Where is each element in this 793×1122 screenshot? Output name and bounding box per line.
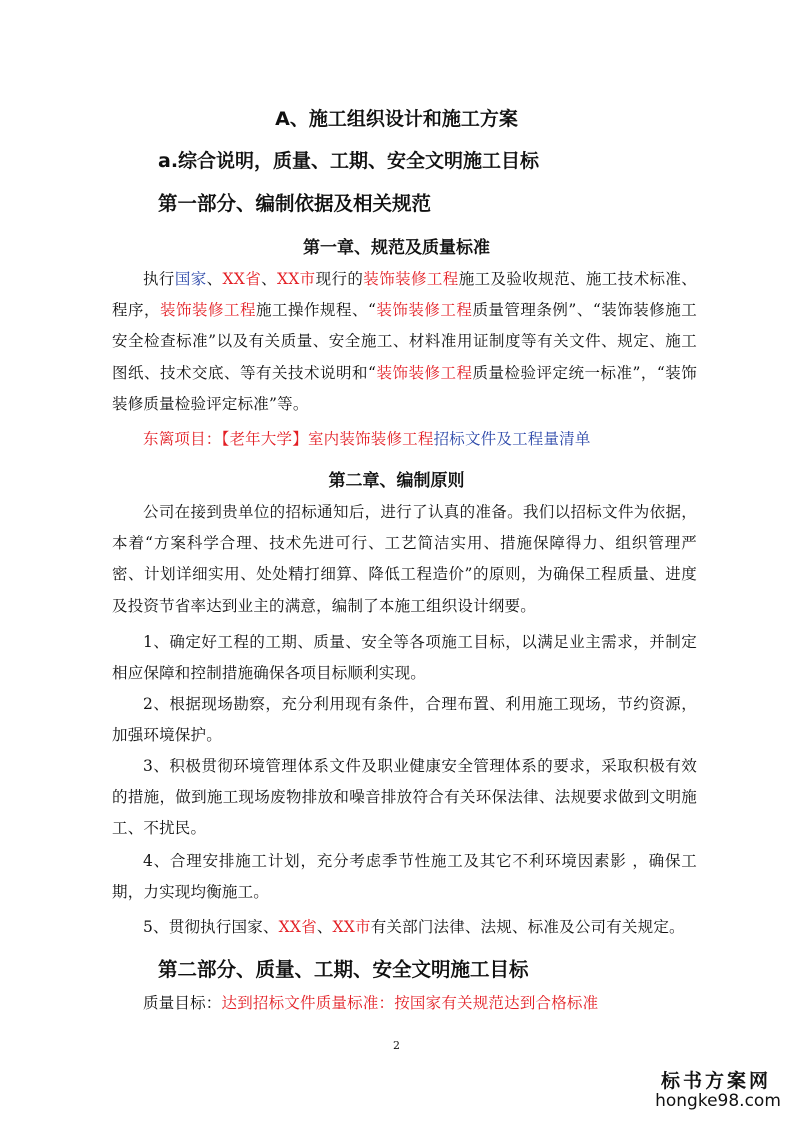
chapter2-title: 第二章、编制原则 — [328, 471, 465, 491]
principle-item-1: 1、确定好工程的工期、质量、安全等各项施工目标，以满足业主需求，并制定相应保障和控制措施确保各项目标顺利实现。 — [112, 633, 697, 683]
watermark-url: hongke98.com — [655, 1091, 781, 1111]
principle-item-4: 4、合理安排施工计划，充分考虑季节性施工及其它不利环境因素影 ，确保工期，力实现均衡施工。 — [112, 852, 697, 902]
principle-item-5: 5、贯彻执行国家、XX省、XX市有关部门法律、法规、标准及公司有关规定。 — [143, 918, 685, 936]
part1-title: 第一部分、编制依据及相关规范 — [158, 192, 432, 215]
quality-target — [112, 988, 697, 1019]
quality-target-label: 质量目标： — [143, 994, 222, 1012]
paragraph-principles: 公司在接到贵单位的招标通知后，进行了认真的准备。我们以招标文件为依据，本着“方案科学合理、技术先进可行、工艺简洁实用、措施保障得力、组织管理严密、计划详细实用、处处精打细算、降低工程造价”的原则，为确保工程质量、进度及投资节省率达到业主的满意，编制了本施工组织设计纲要。 — [112, 503, 697, 615]
section-subtitle-a: a.综合说明，质量、工期、安全文明施工目标 — [158, 150, 540, 172]
part2-title: 第二部分、质量、工期、安全文明施工目标 — [158, 958, 529, 981]
page-number: 2 — [393, 1039, 400, 1052]
principle-item-3: 3、积极贯彻环境管理体系文件及职业健康安全管理体系的要求，采取积极有效的措施，做到施工现场废物排放和噪音排放符合有关环保法律、法规要求做到文明施工、不扰民。 — [112, 757, 697, 838]
chapter1-title: 第一章、规范及质量标准 — [303, 238, 490, 258]
quality-target-value: 达到招标文件质量标准：按国家有关规范达到合格标准 — [221, 994, 599, 1012]
principle-item-2: 2、根据现场勘察，充分利用现有条件，合理布置、利用施工现场，节约资源，加强环境保护。 — [112, 695, 697, 745]
watermark-logo-text: 标书方案网 — [661, 1070, 772, 1092]
project-line: 东篱项目：【老年大学】室内装饰装修工程招标文件及工程量清单 — [143, 430, 591, 448]
section-title-a: A、施工组织设计和施工方案 — [275, 108, 518, 130]
paragraph-standards: 执行国家、XX省、XX市现行的装饰装修工程施工及验收规范、施工技术标准、程序，装饰装修工程施工操作规程、“装饰装修工程质量管理条例”、“装饰装修施工安全检查标准”以及有关质量、安全施工、材料准用证制度等有关文件、规定、施工图纸、技术交底、等有关技术说明和“装饰装修工程质量检验评定统一标准”，“装饰装修质量检验评定标准”等。 — [112, 270, 698, 413]
